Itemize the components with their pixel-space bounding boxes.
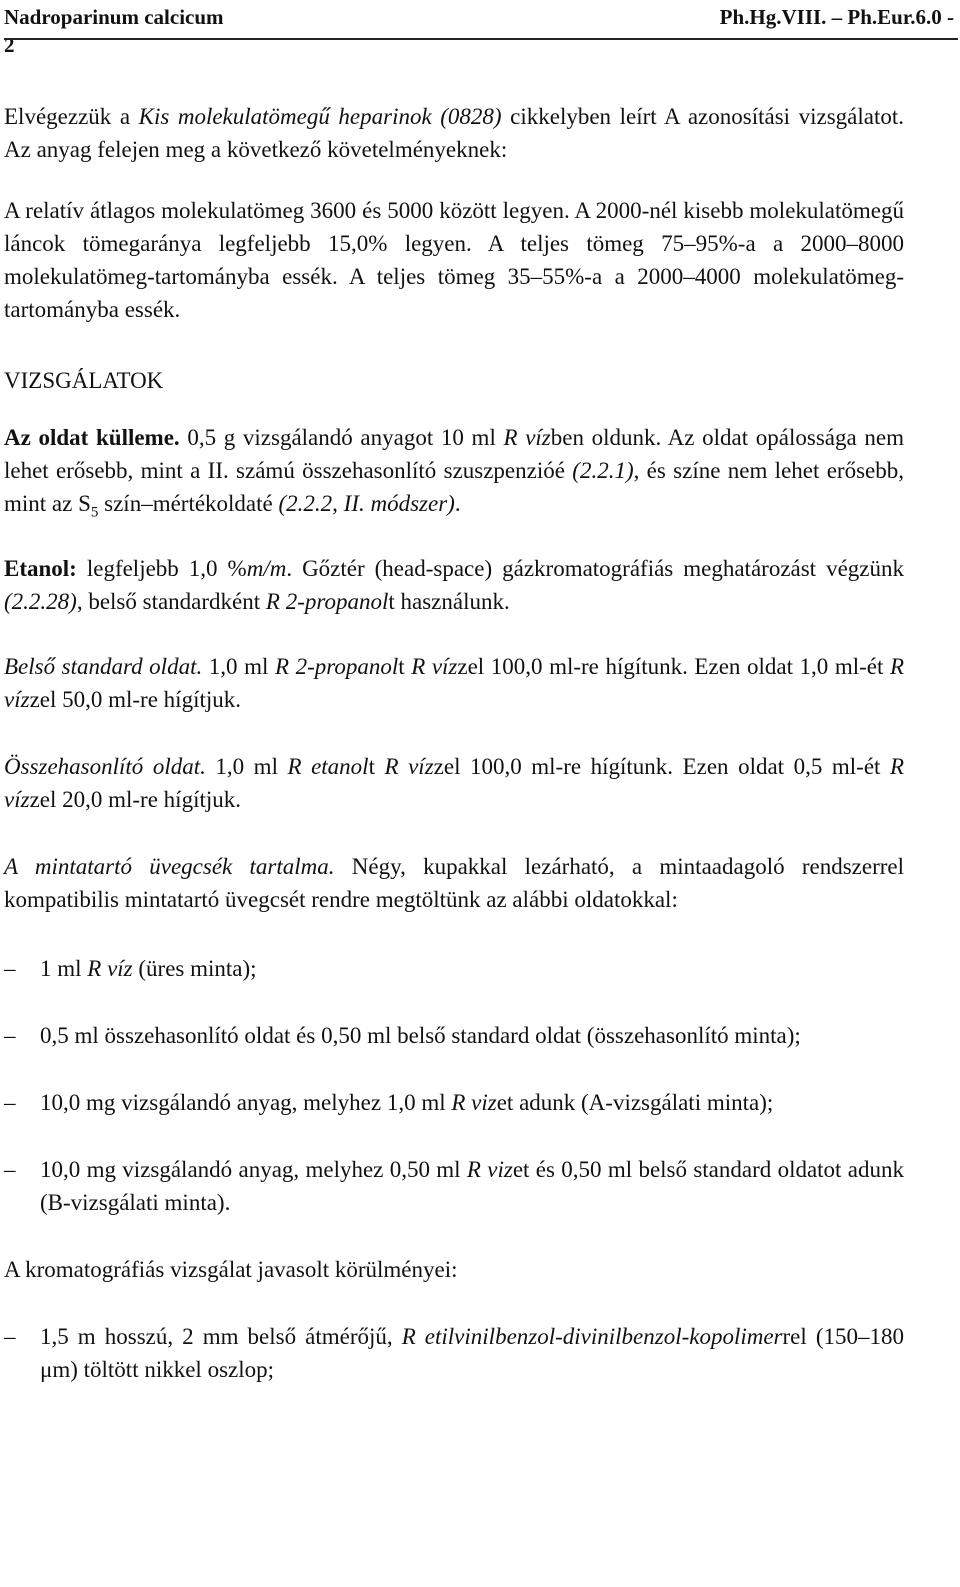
list-item [4, 1086, 904, 1119]
header-page-number: 2 [4, 33, 15, 57]
dash-bullet: – [4, 1023, 16, 1048]
text: legfeljebb 1,0 % [76, 556, 247, 581]
subscript: 5 [90, 504, 99, 521]
text: szín–mértékoldaté [98, 491, 279, 516]
text: cikkelyben leírt A azonosítási vizsgálatot. Az anyag felejen meg a következő követelményeknek: [4, 104, 904, 162]
monograph-reference: Kis molekulatömegű heparinok (0828) [138, 104, 502, 129]
running-header [4, 0, 954, 57]
text: zel 100,0 ml-re hígítunk. Ezen oldat 0,5 ml-ét [433, 754, 890, 779]
ethanol-title: Etanol: [4, 556, 77, 581]
reagent: R viz [466, 1157, 513, 1182]
reagent: R víz [411, 654, 458, 679]
text: , belső standardként [76, 589, 266, 614]
text: et és 0,50 ml belső standard oldatot adunk (B-vizsgálati minta). [40, 1157, 904, 1215]
text: 1,0 ml [202, 654, 275, 679]
section-heading: VIZSGÁLATOK [4, 368, 164, 393]
dash-bullet: – [4, 956, 16, 981]
text: . Gőztér (head-space) gázkromatográfiás meghatározást végzünk [286, 556, 904, 581]
reference-solution-paragraph [4, 750, 904, 816]
reference: (2.2.28) [4, 589, 77, 614]
vials-paragraph [4, 850, 904, 916]
text: (üres minta); [132, 956, 257, 981]
text: , és színe nem lehet erősebb, mint az S [4, 458, 904, 516]
list-item [4, 1019, 904, 1052]
text: 0,5 ml összehasonlító oldat és 0,50 ml belső standard oldat (összehasonlító minta); [40, 1023, 801, 1048]
text: rel (150–180 μm) töltött nikkel oszlop; [40, 1324, 904, 1382]
text: zel 20,0 ml-re hígítjuk. [29, 787, 241, 812]
ethanol-paragraph [4, 552, 904, 618]
unit: m/m [246, 556, 287, 581]
text: 10,0 mg vizsgálandó anyag, melyhez 1,0 ml [40, 1090, 452, 1115]
list-item [4, 1320, 904, 1386]
reference: (2.2.1) [572, 458, 634, 483]
reagent: R etanol [287, 754, 369, 779]
chromatography-conditions-title: A kromatográfiás vizsgálat javasolt körülményei: [4, 1257, 458, 1282]
reference: (2.2.2, II. módszer) [278, 491, 455, 516]
internal-standard-label: Belső standard oldat. [4, 654, 203, 679]
reagent: R víz [4, 654, 905, 712]
dash-bullet: – [4, 1324, 16, 1349]
reagent: R 2-propanol [274, 654, 399, 679]
reagent: R víz [503, 425, 551, 450]
reagent: R víz [4, 754, 905, 812]
text: Elvégezzük a [4, 104, 139, 129]
header-monograph-title: Nadroparinum calcicum [4, 5, 224, 29]
text: Négy, kupakkal lezárható, a mintaadagoló rendszerrel kompatibilis mintatartó üvegcsét rendre megtöltünk az alábbi oldatokkal: [4, 854, 904, 912]
text: t használunk. [388, 589, 510, 614]
intro-paragraph [4, 100, 904, 166]
text: zel 50,0 ml-re hígítjuk. [29, 687, 241, 712]
text: 1 ml [40, 956, 88, 981]
internal-standard-paragraph [4, 650, 904, 716]
header-pharmacopoeia: Ph.Hg.VIII. – Ph.Eur.6.0 - [719, 5, 954, 29]
text: 1,0 ml [205, 754, 288, 779]
reference-solution-label: Összehasonlító oldat. [4, 754, 206, 779]
reagent: R víz [87, 956, 133, 981]
list-item [4, 1153, 904, 1219]
text: 10,0 mg vizsgálandó anyag, melyhez 0,50 ml [40, 1157, 467, 1182]
text: zel 100,0 ml-re hígítunk. Ezen oldat 1,0 ml-ét [457, 654, 890, 679]
appearance-title: Az oldat külleme. [4, 425, 180, 450]
text: 0,5 g vizsgálandó anyagot 10 ml [179, 425, 504, 450]
dash-bullet: – [4, 1090, 16, 1115]
reagent: R víz [384, 754, 434, 779]
text: t [398, 654, 412, 679]
document-body [4, 100, 904, 1386]
vials-label: A mintatartó üvegcsék tartalma. [4, 854, 335, 879]
text: t [368, 754, 385, 779]
text: 1,5 m hosszú, 2 mm belső átmérőjű, [40, 1324, 402, 1349]
text: . [454, 491, 461, 516]
list-item [4, 952, 904, 985]
text: et adunk (A-vizsgálati minta); [496, 1090, 774, 1115]
reagent: R etilvinilbenzol-divinilbenzol-kopolimer [401, 1324, 783, 1349]
reagent: R viz [451, 1090, 497, 1115]
dash-bullet: – [4, 1157, 16, 1182]
appearance-paragraph [4, 421, 904, 520]
molecular-weight-paragraph: A relatív átlagos molekulatömeg 3600 és 5000 között legyen. A 2000-nél kisebb molekulatömegű láncok tömegaránya legfeljebb 15,0% legyen. A teljes tömeg 75–95%-a a 2000–8000 molekulatömeg-tartományba essék. A teljes tömeg 35–55%-a a 2000–4000 molekulatömeg-tartományba essék. [4, 198, 904, 322]
reagent: R 2-propanol [265, 589, 389, 614]
text: ben oldunk. Az oldat opálossága nem lehet erősebb, mint a II. számú összehasonlító szuszpenzióé [4, 425, 904, 483]
header-rule [4, 38, 958, 40]
